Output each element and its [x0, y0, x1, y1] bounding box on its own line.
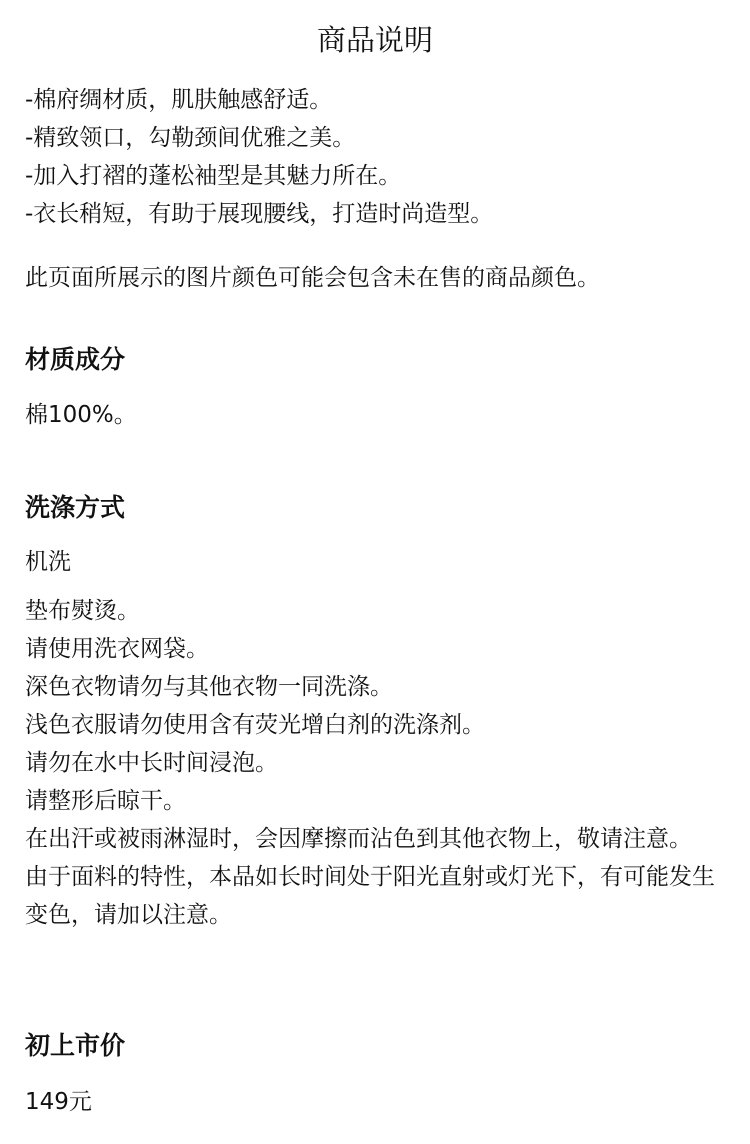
price-value: 149元 [25, 1089, 92, 1115]
care-instruction: 请使用洗衣网袋。 [25, 636, 209, 662]
care-instruction: 请勿在水中长时间浸泡。 [25, 750, 278, 776]
care-instruction: 请整形后晾干。 [25, 788, 186, 814]
feature-list [25, 81, 493, 233]
feature-item: -加入打褶的蓬松袖型是其魅力所在。 [25, 163, 402, 189]
material-value: 棉100%。 [25, 402, 137, 428]
care-instruction: 浅色衣服请勿使用含有荧光增白剂的洗涤剂。 [25, 712, 485, 738]
care-instruction: 由于面料的特性，本品如长时间处于阳光直射或灯光下，有可能发生变色，请加以注意。 [25, 864, 715, 928]
washing-heading: 洗涤方式 [25, 493, 126, 522]
feature-item: -衣长稍短，有助于展现腰线，打造时尚造型。 [25, 201, 494, 227]
color-disclaimer: 此页面所展示的图片颜色可能会包含未在售的商品颜色。 [25, 265, 600, 291]
care-instructions-list [25, 592, 731, 934]
page-title: 商品说明 [316, 23, 433, 57]
care-instruction: 垫布熨烫。 [25, 598, 140, 624]
washing-method: 机洗 [25, 549, 71, 575]
feature-item: -精致领口，勾勒颈间优雅之美。 [25, 125, 356, 151]
price-heading: 初上市价 [25, 1031, 126, 1060]
feature-item: -棉府绸材质，肌肤触感舒适。 [25, 87, 333, 113]
care-instruction: 在出汗或被雨淋湿时，会因摩擦而沾色到其他衣物上，敬请注意。 [25, 826, 692, 852]
care-instruction: 深色衣物请勿与其他衣物一同洗涤。 [25, 674, 393, 700]
material-heading: 材质成分 [25, 345, 126, 374]
